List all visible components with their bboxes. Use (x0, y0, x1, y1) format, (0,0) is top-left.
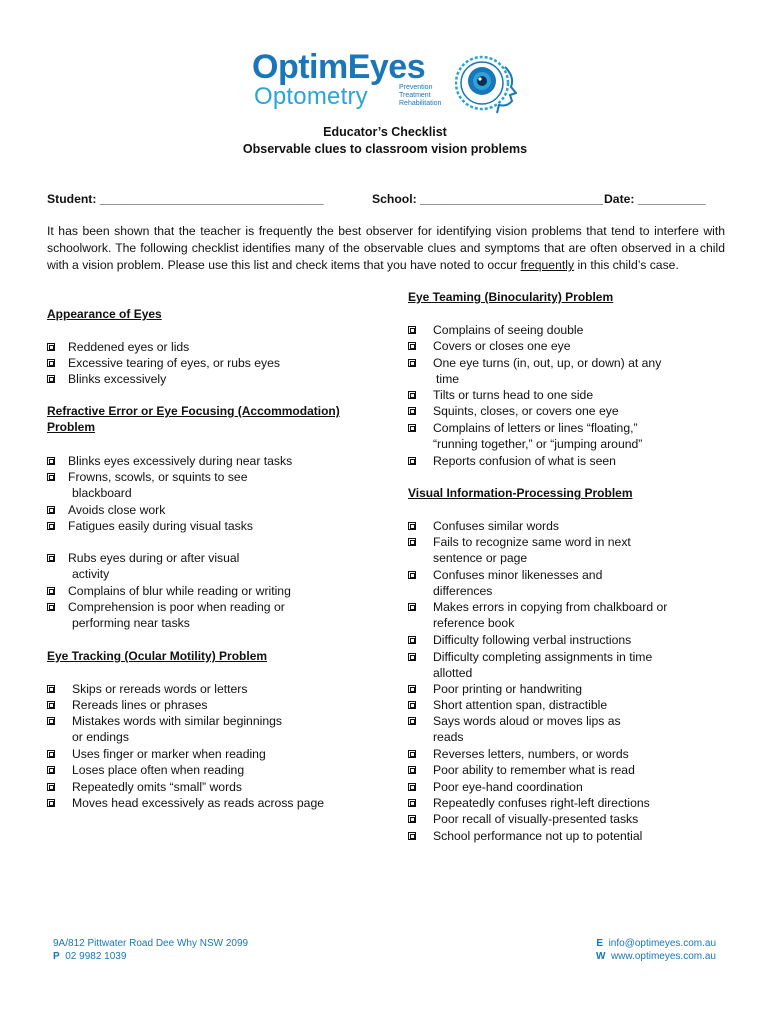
checkbox[interactable] (408, 407, 416, 415)
checklist-item[interactable]: One eye turns (in, out, up, or down) at any time (408, 355, 661, 387)
checklist-item[interactable]: Complains of letters or lines “floating,” “running together,” or “jumping around” (408, 420, 642, 452)
checkbox[interactable] (408, 685, 416, 693)
checkbox[interactable] (408, 701, 416, 709)
logo-tagline: Prevention Treatment Rehabilitation (399, 84, 442, 107)
tracking-heading: Eye Tracking (Ocular Motility) Problem (47, 649, 268, 663)
checklist-item[interactable]: Frowns, scowls, or squints to see blackboard (47, 469, 248, 501)
checkbox[interactable] (47, 554, 55, 562)
checklist-item[interactable]: Mistakes words with similar beginnings or endings (47, 713, 282, 745)
company-logo (252, 48, 522, 118)
checkbox[interactable] (47, 799, 55, 807)
checklist-item[interactable]: Short attention span, distractible (408, 697, 607, 713)
checklist-item[interactable]: Makes errors in copying from chalkboard or reference book (408, 599, 667, 631)
footer-phone: P 02 9982 1039 (53, 951, 127, 962)
footer-web[interactable]: W www.optimeyes.com.au (595, 951, 716, 962)
checklist-item[interactable]: Repeatedly confuses right-left directions (408, 795, 650, 811)
checklist-item[interactable]: Fatigues easily during visual tasks (47, 518, 253, 534)
checkbox[interactable] (47, 359, 55, 367)
page-title: Educator’s Checklist (323, 125, 447, 139)
school-field[interactable]: School: ___________________________ (372, 192, 604, 206)
checklist-item[interactable]: Covers or closes one eye (408, 338, 571, 354)
footer-address: 9A/812 Pittwater Road Dee Why NSW 2099 (53, 938, 249, 949)
checklist-item[interactable]: Rubs eyes during or after visual activity (47, 550, 239, 582)
checklist-item[interactable]: Comprehension is poor when reading or performing near tasks (47, 599, 285, 631)
checkbox[interactable] (408, 538, 416, 546)
student-field[interactable]: Student: _________________________________ (47, 192, 324, 206)
checkbox[interactable] (408, 424, 416, 432)
checklist-item[interactable]: Loses place often when reading (47, 762, 244, 778)
checklist-item[interactable]: Excessive tearing of eyes, or rubs eyes (47, 355, 280, 371)
checkbox[interactable] (408, 359, 416, 367)
logo-sub-text: Optometry (254, 83, 368, 110)
checkbox[interactable] (47, 685, 55, 693)
checkbox[interactable] (47, 506, 55, 514)
checkbox[interactable] (47, 473, 55, 481)
intro-paragraph: It has been shown that the teacher is frequently the best observer for identifying vision problems that tend to interfere with schoolwork. The following checklist identifies many of the observable clues and symptoms that are often observed in a child with a vision problem. Please use this list and check items that you have noted to occur frequently in this child’s case. (47, 224, 725, 272)
footer-address-block (53, 937, 248, 963)
checkbox[interactable] (47, 717, 55, 725)
checklist-item[interactable]: Difficulty completing assignments in time allotted (408, 649, 652, 681)
checklist-item[interactable]: Skips or rereads words or letters (47, 681, 247, 697)
checklist-item[interactable]: Tilts or turns head to one side (408, 387, 593, 403)
checkbox[interactable] (408, 571, 416, 579)
checkbox[interactable] (408, 783, 416, 791)
checkbox[interactable] (47, 766, 55, 774)
checklist-item[interactable]: Squints, closes, or covers one eye (408, 403, 619, 419)
appearance-heading: Appearance of Eyes (47, 307, 162, 321)
checkbox[interactable] (408, 653, 416, 661)
checkbox[interactable] (47, 783, 55, 791)
footer-email[interactable]: E info@optimeyes.com.au (596, 938, 716, 949)
checklist-item[interactable]: Poor eye-hand coordination (408, 779, 583, 795)
checkbox[interactable] (408, 603, 416, 611)
checklist-item[interactable]: Blinks excessively (47, 371, 166, 387)
checklist-item[interactable]: Difficulty following verbal instructions (408, 632, 631, 648)
checklist-item[interactable]: Says words aloud or moves lips as reads (408, 713, 621, 745)
checkbox[interactable] (408, 457, 416, 465)
checkbox[interactable] (408, 342, 416, 350)
checkbox[interactable] (408, 815, 416, 823)
checkbox[interactable] (408, 750, 416, 758)
checklist-item[interactable]: Poor printing or handwriting (408, 681, 582, 697)
eye-head-logo-icon (455, 53, 517, 115)
checklist-item[interactable]: Complains of seeing double (408, 322, 583, 338)
checklist-item[interactable]: Reports confusion of what is seen (408, 453, 616, 469)
checkbox[interactable] (47, 750, 55, 758)
checklist-item[interactable]: Reverses letters, numbers, or words (408, 746, 629, 762)
checklist-item[interactable]: Repeatedly omits “small” words (47, 779, 242, 795)
checklist-item[interactable]: Confuses minor likenesses and differences (408, 567, 602, 599)
checklist-item[interactable]: Poor recall of visually-presented tasks (408, 811, 638, 827)
checkbox[interactable] (47, 457, 55, 465)
checkbox[interactable] (47, 343, 55, 351)
checklist-item[interactable]: Complains of blur while reading or writing (47, 583, 291, 599)
checklist-item[interactable]: Fails to recognize same word in next sentence or page (408, 534, 631, 566)
teaming-heading: Eye Teaming (Binocularity) Problem (408, 290, 614, 304)
checklist-item[interactable]: Reddened eyes or lids (47, 339, 189, 355)
checkbox[interactable] (408, 832, 416, 840)
checkbox[interactable] (408, 636, 416, 644)
page-subtitle: Observable clues to classroom vision problems (242, 142, 528, 156)
checklist-item[interactable]: Confuses similar words (408, 518, 559, 534)
refractive-heading: Refractive Error or Eye Focusing (Accommodation) (47, 404, 340, 418)
checkbox[interactable] (47, 587, 55, 595)
checklist-item[interactable]: Moves head excessively as reads across page (47, 795, 324, 811)
refractive-heading-cont: Problem (47, 420, 96, 434)
checkbox[interactable] (408, 391, 416, 399)
checklist-item[interactable]: School performance not up to potential (408, 828, 642, 844)
logo-brand-text: OptimEyes (252, 48, 426, 86)
visual-heading: Visual Information-Processing Problem (408, 486, 633, 500)
checklist-item[interactable]: Avoids close work (47, 502, 165, 518)
checkbox[interactable] (408, 799, 416, 807)
footer-contact-block (540, 937, 716, 963)
checkbox[interactable] (47, 375, 55, 383)
checkbox[interactable] (408, 326, 416, 334)
checkbox[interactable] (47, 603, 55, 611)
checkbox[interactable] (408, 522, 416, 530)
checklist-item[interactable]: Rereads lines or phrases (47, 697, 208, 713)
checkbox[interactable] (47, 701, 55, 709)
checklist-item[interactable]: Blinks eyes excessively during near tasks (47, 453, 292, 469)
checkbox[interactable] (47, 522, 55, 530)
checkbox[interactable] (408, 766, 416, 774)
checklist-item[interactable]: Poor ability to remember what is read (408, 762, 635, 778)
date-field[interactable]: Date: __________ (604, 192, 706, 206)
checkbox[interactable] (408, 717, 416, 725)
checklist-item[interactable]: Uses finger or marker when reading (47, 746, 266, 762)
